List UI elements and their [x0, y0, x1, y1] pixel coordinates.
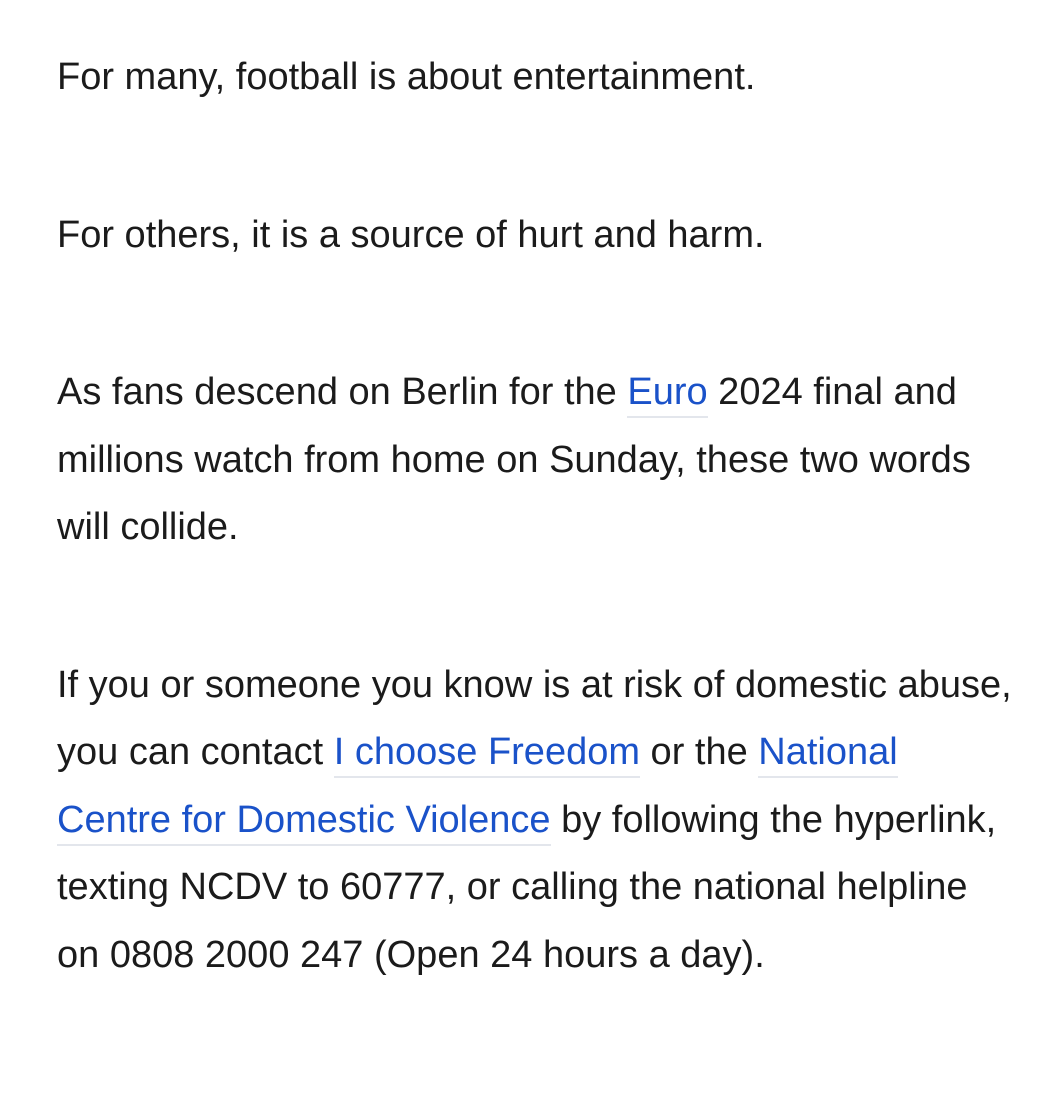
paragraph-hurt-and-harm: For others, it is a source of hurt and harm.	[57, 213, 765, 256]
article-body	[57, 44, 1017, 989]
paragraph-help-text-before: If you or someone you know is at risk of domestic abuse, you can contact	[57, 663, 1012, 773]
paragraph-domestic-abuse-help	[57, 652, 1017, 990]
i-choose-freedom-link[interactable]: I choose Freedom	[334, 731, 640, 778]
paragraph-euro-final	[57, 359, 1017, 562]
paragraph-entertainment: For many, football is about entertainment.	[57, 56, 756, 98]
paragraph-euro-text-before: As fans descend on Berlin for the	[57, 371, 628, 413]
paragraph-help-text-middle: or the	[640, 731, 759, 773]
paragraph-help-text-after: by following the hyperlink, texting NCDV to 60777, or calling the national helpline on 0808 2000 247 (Open 24 hours a day).	[57, 798, 997, 976]
euro-link[interactable]: Euro	[627, 371, 707, 418]
ncdv-link[interactable]: National Centre for Domestic Violence	[57, 731, 898, 846]
paragraph-euro-text-after: 2024 final and millions watch from home on Sunday, these two words will collide.	[57, 371, 971, 548]
